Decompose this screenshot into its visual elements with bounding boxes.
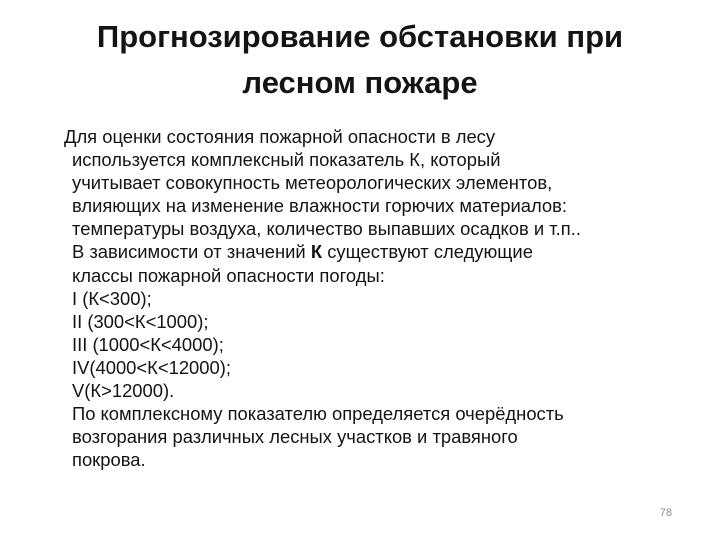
body-line-15: покрова.	[72, 449, 146, 471]
body-line-6-start: В зависимости от значений	[72, 241, 306, 263]
fire-class-2: II (300<К<1000);	[72, 310, 209, 332]
body-line-6-bold-k: К	[310, 241, 323, 263]
body-line-14: возгорания различных лесных участков и травяного	[72, 426, 518, 448]
body-line-6	[64, 240, 704, 263]
fire-class-5: V(К>12000).	[72, 380, 175, 402]
fire-class-4: IV(4000<К<12000);	[72, 356, 231, 378]
fire-class-1: I (К<300);	[72, 287, 152, 309]
body-line-5: температуры воздуха, количество выпавших осадков и т.п..	[72, 218, 581, 240]
fire-class-3: III (1000<К<4000);	[72, 333, 224, 355]
body-line-4: влияющих на изменение влажности горючих материалов:	[72, 195, 568, 217]
body-line-1: Для оценки состояния пожарной опасности в лесу	[64, 126, 496, 147]
body-line-3: учитывает совокупность метеорологических элементов,	[72, 172, 553, 194]
slide-title	[60, 14, 660, 106]
body-line-6-rest: существуют следующие	[327, 241, 533, 263]
body-line-2: используется комплексный показатель К, который	[72, 149, 501, 171]
body-line-7: классы пожарной опасности погоды:	[72, 264, 385, 286]
title-line-2: лесном пожаре	[242, 65, 478, 100]
slide-body-text	[64, 125, 704, 471]
page-number: 78	[659, 507, 672, 519]
title-line-1: Прогнозирование обстановки при	[96, 19, 624, 54]
body-line-13: По комплексному показателю определяется очерёдность	[72, 403, 564, 425]
